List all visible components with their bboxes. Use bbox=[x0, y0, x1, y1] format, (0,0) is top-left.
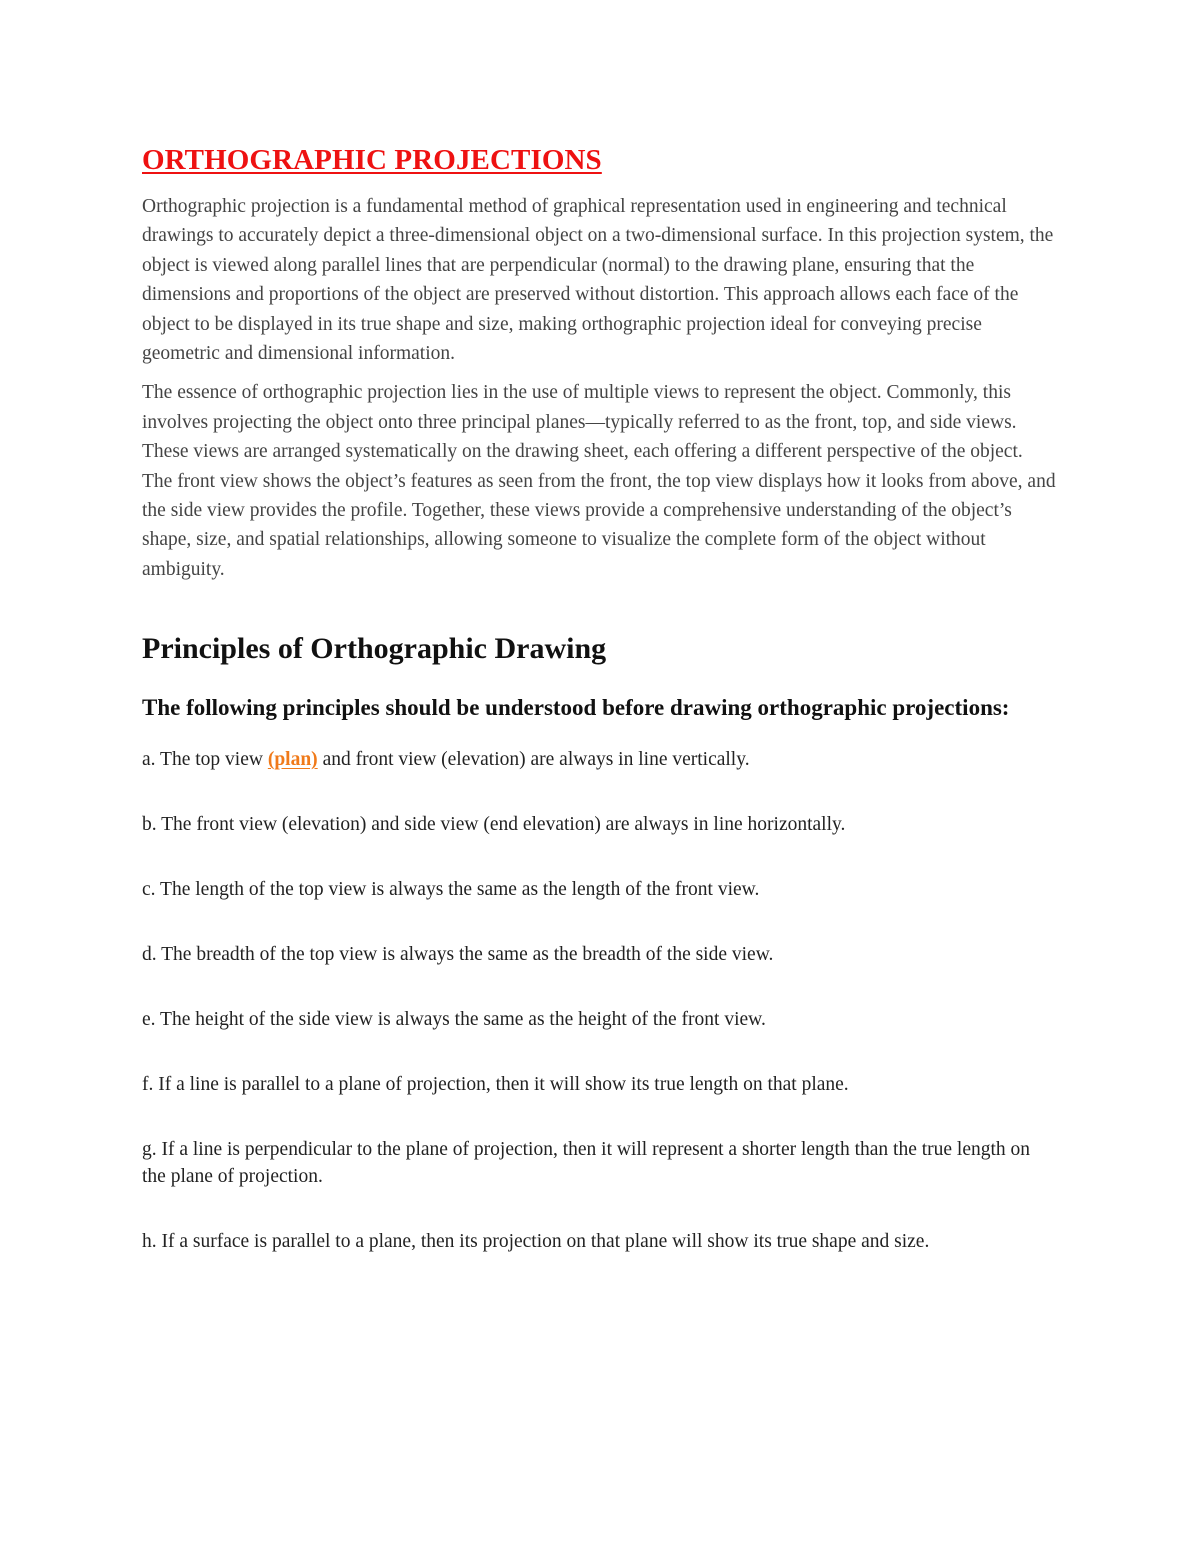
document-title: ORTHOGRAPHIC PROJECTIONS bbox=[142, 144, 602, 176]
principle-a bbox=[142, 746, 1057, 773]
intro-paragraph-2: The essence of orthographic projection lies in the use of multiple views to represent the object. Commonly, this involves projecting the object onto three principal planes—typically referred to as the front, top, and side views. These views are arranged systematically on the drawing sheet, each offering a different perspective of the object. The front view shows the object’s features as seen from the front, the top view displays how it looks from above, and the side view provides the profile. Together, these views provide a comprehensive understanding of the object’s shape, size, and spatial relationships, allowing someone to visualize the complete form of the object without ambiguity. bbox=[142, 382, 1056, 580]
principle-f: f. If a line is parallel to a plane of projection, then it will show its true length on that plane. bbox=[142, 1074, 849, 1096]
principle-c: c. The length of the top view is always the same as the length of the front view. bbox=[142, 879, 760, 901]
principle-e: e. The height of the side view is always the same as the height of the front view. bbox=[142, 1009, 766, 1031]
principle-a-after: and front view (elevation) are always in line vertically. bbox=[317, 749, 750, 771]
principle-d: d. The breadth of the top view is always the same as the breadth of the side view. bbox=[142, 944, 774, 966]
intro-paragraph-1: Orthographic projection is a fundamental method of graphical representation used in engineering and technical drawings to accurately depict a three-dimensional object on a two-dimensional surface. In this projection system, the object is viewed along parallel lines that are perpendicular (normal) to the drawing plane, ensuring that the dimensions and proportions of the object are preserved without distortion. This approach allows each face of the object to be displayed in its true shape and size, making orthographic projection ideal for conveying precise geometric and dimensional information. bbox=[142, 196, 1054, 365]
section-heading: Principles of Orthographic Drawing bbox=[142, 632, 607, 666]
sub-heading: The following principles should be understood before drawing orthographic projections: bbox=[142, 695, 1010, 721]
principle-h: h. If a surface is parallel to a plane, then its projection on that plane will show its true shape and size. bbox=[142, 1231, 930, 1253]
principle-b: b. The front view (elevation) and side view (end elevation) are always in line horizontally. bbox=[142, 814, 846, 836]
document-page bbox=[142, 142, 1057, 1293]
plan-link[interactable]: (plan) bbox=[267, 749, 318, 771]
principle-a-before: a. The top view bbox=[142, 749, 268, 771]
principle-g: g. If a line is perpendicular to the plane of projection, then it will represent a shorter length than the true length on the plane of projection. bbox=[142, 1139, 1031, 1188]
